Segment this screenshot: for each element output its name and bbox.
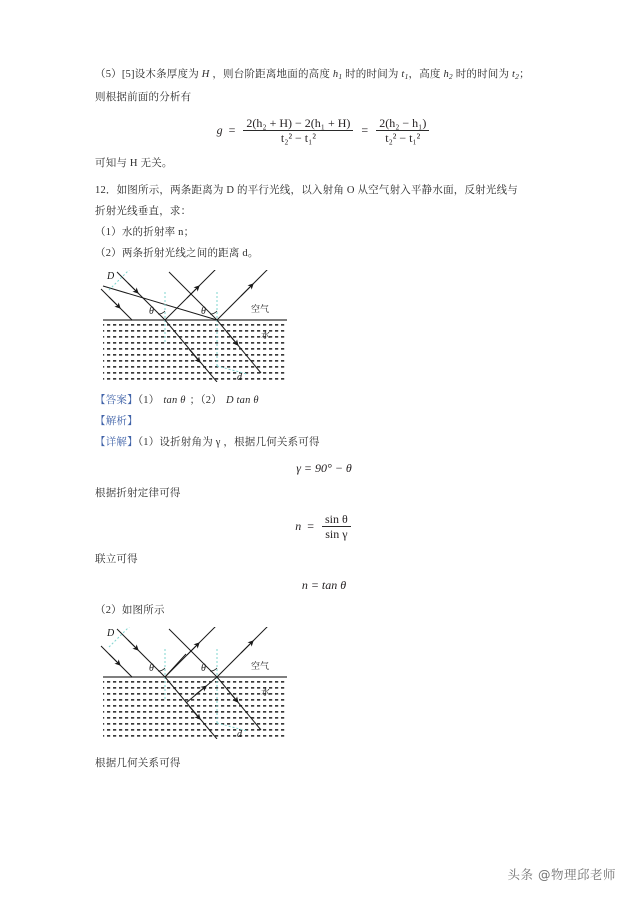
q5-line1-part-e: 时的时间为 (455, 69, 510, 80)
figure-2-svg (95, 627, 295, 739)
label-d-fig2: d (237, 728, 242, 739)
incident-ray-lower-arrow-fig2 (109, 654, 119, 664)
formula-g-fraction-1 (243, 117, 353, 144)
formula-g (95, 117, 553, 144)
label-theta-right-fig2: θ (201, 662, 206, 674)
formula-g-frac1-numerator: 2(h₂ + H) − 2(h₁ + H) (243, 117, 353, 131)
detail-line-1 (95, 432, 553, 453)
formula-g-frac2-numerator: 2(h₂ − h₁) (376, 117, 429, 131)
q5-line1-part-d: ，高度 (408, 69, 441, 80)
detail-label: 【详解】 (95, 436, 138, 448)
answer-label: 【答案】 (95, 394, 138, 406)
formula-n-sin (95, 513, 553, 540)
geometry-text: 根据几何关系可得 (95, 757, 181, 769)
q5-line1-part-a: （5）[5]设木条厚度为 (95, 69, 199, 80)
var-h2: $h_2$ (440, 69, 453, 81)
part2-text: （2）如图所示 (95, 604, 165, 616)
label-D-fig2: D (107, 627, 115, 639)
formula-g-equals: = (228, 123, 236, 138)
label-theta-left-fig2: θ (149, 662, 154, 674)
label-theta-right: θ (201, 305, 206, 317)
label-air: 空气 (251, 304, 270, 315)
formula-g-frac1-denominator: t₂² − t₁² (280, 130, 316, 145)
figure-2-refraction-diagram (95, 627, 553, 739)
label-water: 水 (261, 330, 271, 341)
label-water-fig2: 水 (261, 687, 271, 698)
figure-1-refraction-diagram (95, 270, 553, 382)
label-air-fig2: 空气 (251, 661, 270, 672)
answer-line (95, 390, 553, 411)
label-d: d (237, 371, 242, 382)
question12-line1: 12．如图所示，两条距离为 D 的平行光线，以入射角 O 从空气射入平静水面，反射光线与 (95, 184, 518, 196)
watermark: 头条 @物理邱老师 (507, 867, 616, 882)
question5-line1 (95, 64, 553, 87)
formula-n-sin-fraction (322, 513, 351, 540)
question5-conclusion: 可知与 H 无关。 (95, 157, 173, 169)
formula-g-fraction-2 (376, 117, 429, 144)
combine-text: 联立可得 (95, 553, 138, 565)
var-t2: $t_2$ (509, 69, 520, 81)
label-D: D (107, 270, 115, 282)
detail-text-1: （1）设折射角为 γ ，根据几何关系可得 (137, 436, 320, 448)
incident-ray-1-arrow (128, 283, 137, 292)
formula-g-lhs: g (216, 123, 223, 138)
incident-ray-1-arrow-fig2 (128, 640, 137, 649)
analysis-label: 【解析】 (95, 415, 138, 427)
label-theta-left: θ (149, 305, 154, 317)
document-content (95, 64, 553, 774)
formula-n-tan: n = tan θ (301, 577, 347, 592)
answer-math-1: tan θ (163, 394, 186, 406)
question12-sub1: （1）水的折射率 n； (95, 226, 195, 238)
question12-line2: 折射光线垂直，求： (95, 205, 192, 217)
construction-line-normal-fig2 (165, 654, 186, 677)
reflected-ray-1-arrow (187, 287, 198, 298)
formula-g-frac2-denominator: t₂² − t₁² (385, 130, 421, 145)
question5-line2: 则根据前面的分析有 (95, 91, 192, 103)
formula-n-sin-equals: = (307, 519, 314, 534)
answer-part2-text: ；（2） (189, 394, 222, 406)
incident-ray-lower-arrow (109, 297, 119, 307)
formula-n-sin-numerator: sin θ (322, 513, 351, 527)
formula-n-sin-denominator: sin γ (325, 526, 348, 541)
question12-sub2: （2）两条折射光线之间的距离 d。 (95, 247, 259, 259)
formula-n-sin-lhs: n (295, 519, 302, 534)
q5-line1-part-c: 时的时间为 (345, 69, 399, 80)
water-region-2 (103, 677, 287, 739)
q5-line1-part-f: ； (519, 69, 530, 80)
reflected-ray-1-arrow-fig2 (187, 644, 198, 655)
incident-ray-2-fig2 (169, 629, 217, 677)
reflected-ray-2-arrow (241, 285, 252, 296)
formula-gamma: γ = 90° − θ (296, 460, 352, 475)
var-t1: $t_1$ (398, 69, 409, 81)
answer-part1-text: （1） (137, 394, 160, 406)
analysis-line (95, 411, 553, 432)
var-h1: $h_1$ (330, 69, 343, 81)
answer-math-2: D tan θ (225, 394, 259, 406)
figure-1-svg (95, 270, 295, 382)
refraction-law-text: 根据折射定律可得 (95, 487, 181, 499)
formula-g-equals-2: = (361, 123, 369, 138)
reflected-ray-2-arrow-fig2 (241, 642, 252, 653)
var-H: H (198, 69, 213, 80)
q5-line1-part-b: ，则台阶距离地面的高度 (212, 69, 331, 80)
water-region (103, 320, 287, 382)
